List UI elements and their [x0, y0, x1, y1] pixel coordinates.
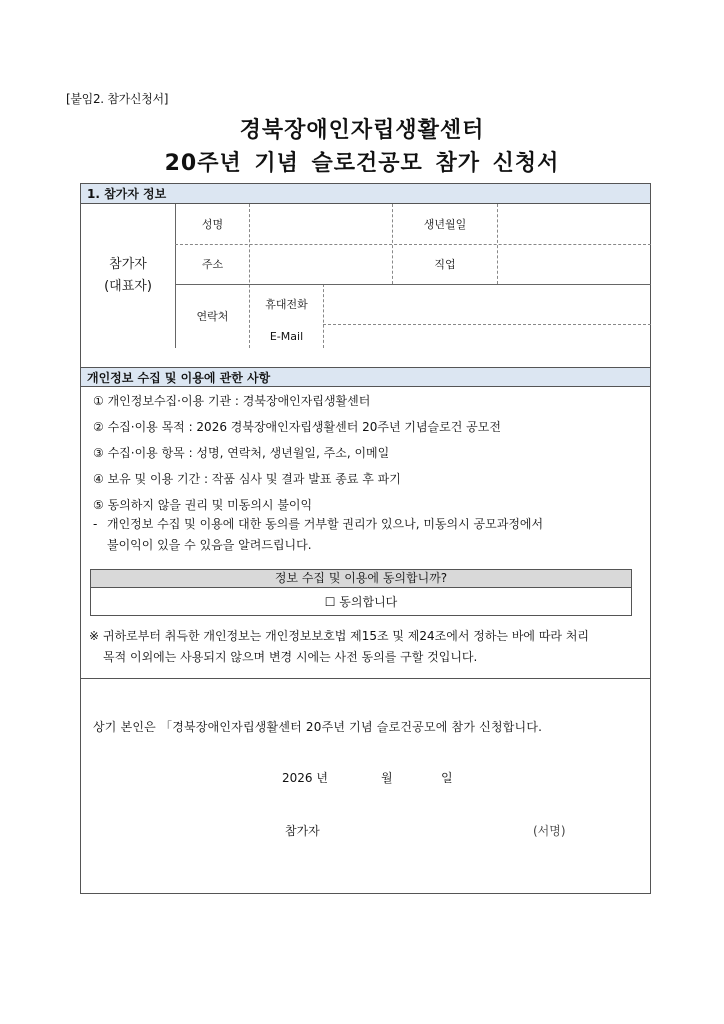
- application-form: [80, 183, 651, 894]
- birthdate-label: 생년월일: [423, 218, 467, 231]
- privacy-item: ④ 보유 및 이용 기간 : 작품 심사 및 결과 발표 종료 후 파기: [93, 472, 401, 486]
- contact-label: 연락처: [196, 310, 229, 323]
- participant-section-header: 1. 참가자 정보: [81, 184, 650, 204]
- date-month-label: 월: [381, 771, 393, 785]
- privacy-item: ② 수집·이용 목적 : 2026 경북장애인자립생활센터 20주년 기념슬로건 공모전: [93, 420, 501, 434]
- privacy-items-list: [93, 388, 643, 518]
- participant-info-grid: [81, 204, 650, 348]
- address-label: 주소: [201, 258, 224, 271]
- notice-mark: ※: [89, 629, 100, 643]
- notice-line2: 목적 이외에는 사용되지 않으며 변경 시에는 사전 동의를 구할 것입니다.: [103, 650, 478, 664]
- section-divider: [81, 678, 650, 679]
- address-field[interactable]: [250, 244, 392, 284]
- consent-question: 정보 수집 및 이용에 동의합니까?: [91, 570, 631, 588]
- job-field[interactable]: [498, 244, 651, 284]
- name-label: 성명: [201, 218, 224, 231]
- notice-line1: 귀하로부터 취득한 개인정보는 개인정보보호법 제15조 및 제24조에서 정하는 바에 따라 처리: [103, 629, 589, 643]
- date-day-label: 일: [441, 771, 453, 785]
- privacy-notice: [89, 626, 645, 668]
- signature-field[interactable]: (서명): [533, 824, 566, 838]
- consent-box: [90, 569, 632, 616]
- note-line1: 개인정보 수집 및 이용에 대한 동의를 거부할 권리가 있으나, 미동의시 공모과정에서: [107, 517, 544, 531]
- privacy-item: ① 개인정보수집·이용 기관 : 경북장애인자립생활센터: [93, 394, 371, 408]
- mobile-label: 휴대전화: [265, 298, 308, 311]
- note-line2: 불이익이 있을 수 있음을 알려드립니다.: [107, 538, 312, 552]
- privacy-item: ⑤ 동의하지 않을 권리 및 미동의시 불이익: [93, 498, 313, 512]
- name-field[interactable]: [250, 204, 392, 244]
- form-title-line1: 경북장애인자립생활센터: [239, 118, 485, 143]
- job-label: 직업: [434, 258, 456, 271]
- consent-checkbox[interactable]: ☐ 동의합니다: [324, 595, 398, 609]
- date-year: 2026 년: [282, 771, 328, 785]
- applicant-label: [81, 204, 175, 348]
- applicant-label-line1: 참가자: [109, 257, 147, 272]
- email-field[interactable]: [324, 324, 651, 348]
- email-label: E-Mail: [269, 329, 304, 343]
- applicant-label-line2: (대표자): [104, 279, 152, 294]
- declaration-text: 상기 본인은 「경북장애인자립생활센터 20주년 기념 슬로건공모에 참가 신청합니다.: [93, 720, 543, 734]
- birthdate-field[interactable]: [498, 204, 651, 244]
- participant-sign-label: 참가자: [285, 824, 320, 838]
- note-dash: -: [93, 517, 98, 531]
- refusal-right-note: [93, 514, 645, 556]
- mobile-field[interactable]: [324, 284, 651, 324]
- attachment-label: [붙임2. 참가신청서]: [66, 92, 169, 106]
- privacy-item: ③ 수집·이용 항목 : 성명, 연락처, 생년월일, 주소, 이메일: [93, 446, 390, 460]
- privacy-section-header: 개인정보 수집 및 이용에 관한 사항: [81, 367, 650, 387]
- form-title-line2: 20주년 기념 슬로건공모 참가 신청서: [164, 151, 560, 176]
